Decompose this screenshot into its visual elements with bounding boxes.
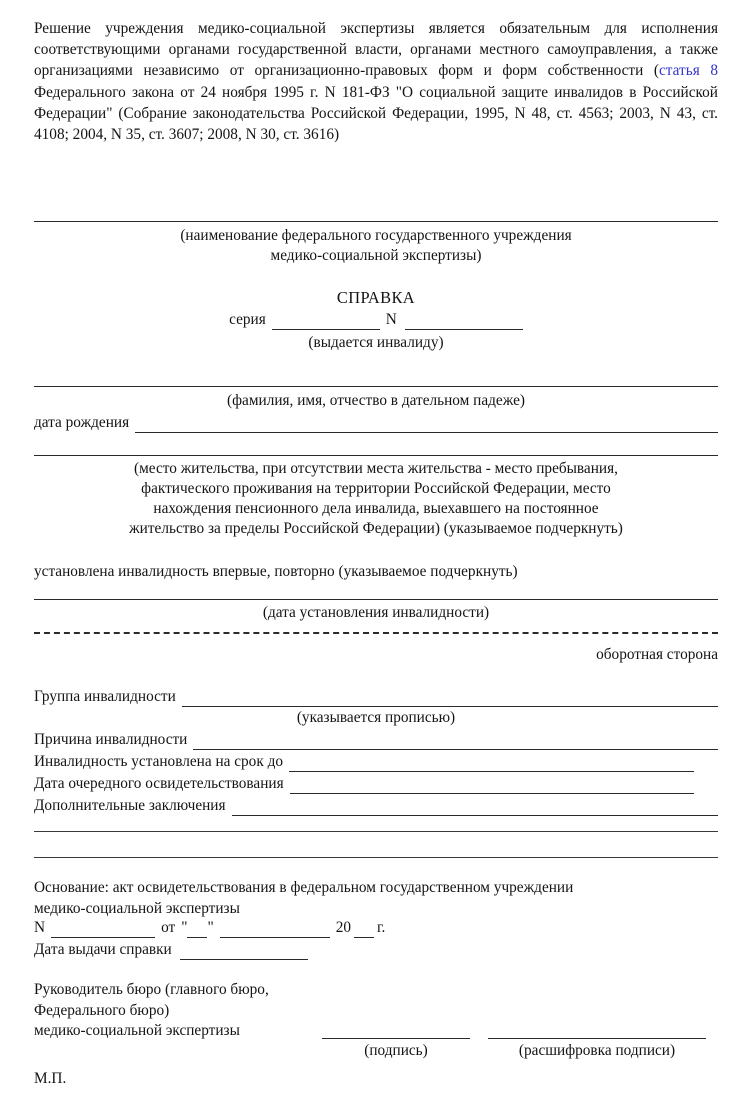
- next-exam-row: [34, 774, 694, 794]
- act-number-label: N: [34, 919, 46, 936]
- act-year-input-line[interactable]: [354, 924, 374, 938]
- residence-caption: [34, 459, 718, 539]
- back-side-label: оборотная сторона: [596, 646, 718, 663]
- institution-name-rule: [34, 221, 718, 222]
- established-date-caption: (дата установления инвалидности): [262, 604, 490, 621]
- intro-text-before-link: Решение учреждения медико-социальной экспертизы является обязательным для исполнения соответствующими органами государственной власти, органами местного самоуправления, а также организациями независимо от организационно-правовых форм и форм собственности (: [34, 20, 718, 80]
- act-quote-close: ": [207, 919, 214, 936]
- institution-caption-line-2: медико-социальной экспертизы): [270, 247, 482, 264]
- page-break-dashed-separator: [34, 632, 718, 634]
- series-label: серия: [229, 311, 266, 328]
- number-label: N: [385, 311, 397, 328]
- fio-caption: (фамилия, имя, отчество в дательном падеже): [227, 392, 525, 409]
- extra-conclusions-blank-line-1[interactable]: [34, 831, 718, 832]
- term-label: Инвалидность установлена на срок до: [34, 753, 284, 770]
- next-exam-input-line[interactable]: [290, 779, 694, 794]
- issue-date-row: [34, 940, 454, 960]
- number-input-line[interactable]: [405, 316, 523, 330]
- issued-to-caption: (выдается инвалиду): [308, 334, 444, 351]
- group-label: Группа инвалидности: [34, 688, 176, 705]
- act-quote-open: ": [181, 919, 188, 936]
- fio-rule[interactable]: [34, 386, 718, 387]
- series-input-line[interactable]: [272, 316, 380, 330]
- stamp-label: М.П.: [34, 1070, 67, 1087]
- cause-row: [34, 730, 718, 750]
- extra-conclusions-blank-line-2[interactable]: [34, 857, 718, 858]
- article-8-link[interactable]: статья 8: [658, 62, 718, 80]
- act-number-date-row: [34, 918, 454, 938]
- residence-caption-line-2: фактического проживания на территории Российской Федерации, место: [141, 480, 611, 497]
- basis-block: [34, 878, 718, 919]
- cause-label: Причина инвалидности: [34, 731, 188, 748]
- act-year-prefix: 20: [335, 919, 351, 936]
- head-of-bureau-line-2: Федерального бюро): [34, 1001, 170, 1019]
- established-date-rule[interactable]: [34, 599, 718, 600]
- basis-line-2: медико-социальной экспертизы: [34, 899, 240, 917]
- issue-date-input-line[interactable]: [180, 946, 308, 960]
- signature-line[interactable]: [322, 1038, 470, 1039]
- head-of-bureau-block: [34, 980, 434, 1042]
- cause-input-line[interactable]: [193, 735, 718, 750]
- term-input-line[interactable]: [289, 757, 694, 772]
- intro-paragraph: [34, 18, 718, 145]
- group-caption: (указывается прописью): [296, 709, 456, 726]
- residence-caption-line-4: жительство за пределы Российской Федерации) (указываемое подчеркнуть): [129, 520, 623, 537]
- birth-date-row: [34, 413, 718, 433]
- birth-date-input-line[interactable]: [135, 418, 718, 433]
- intro-text-after-link: Федерального закона от 24 ноября 1995 г. N 181-ФЗ "О социальной защите инвалидов в Российской Федерации" (Собрание законодательства Российской Федерации, 1995, N 48, ст. 4563; 2003, N 43, ст. 4108; 2004, N 35, ст. 3607; 2008, N 30, ст. 3616): [34, 83, 718, 144]
- act-day-input-line[interactable]: [187, 924, 207, 938]
- head-of-bureau-line-1: Руководитель бюро (главного бюро,: [34, 981, 269, 998]
- group-row: [34, 687, 718, 707]
- act-number-input-line[interactable]: [51, 924, 155, 938]
- signature-decode-line[interactable]: [488, 1038, 706, 1039]
- group-input-line[interactable]: [182, 692, 718, 707]
- signature-caption: (подпись): [364, 1042, 428, 1059]
- page-title: СПРАВКА: [336, 288, 416, 307]
- issue-date-label: Дата выдачи справки: [34, 941, 172, 958]
- act-month-input-line[interactable]: [220, 924, 330, 938]
- residence-caption-line-1: (место жительства, при отсутствии места жительства - место пребывания,: [134, 460, 618, 477]
- extra-conclusions-input-line[interactable]: [232, 801, 718, 816]
- series-number-row: [34, 310, 718, 330]
- residence-caption-line-3: нахождения пенсионного дела инвалида, выехавшего на постоянное: [153, 500, 599, 517]
- established-statement: установлена инвалидность впервые, повторно (указываемое подчеркнуть): [34, 563, 518, 580]
- extra-conclusions-label: Дополнительные заключения: [34, 797, 226, 814]
- birth-date-label: дата рождения: [34, 414, 130, 431]
- term-row: [34, 752, 694, 772]
- head-of-bureau-line-3: медико-социальной экспертизы: [34, 1022, 240, 1039]
- act-year-suffix: г.: [377, 919, 386, 936]
- institution-caption: [34, 226, 718, 266]
- extra-conclusions-row: [34, 796, 718, 816]
- basis-line-1: Основание: акт освидетельствования в федеральном государственном учреждении: [34, 879, 574, 896]
- next-exam-label: Дата очередного освидетельствования: [34, 775, 284, 792]
- signature-decode-caption: (расшифровка подписи): [518, 1042, 676, 1059]
- institution-caption-line-1: (наименование федерального государственного учреждения: [180, 227, 572, 244]
- residence-rule[interactable]: [34, 455, 718, 456]
- act-from-label: от: [161, 919, 176, 936]
